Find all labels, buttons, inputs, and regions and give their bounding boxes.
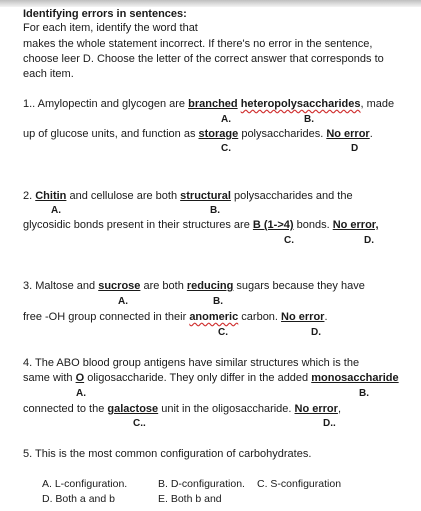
- q2-line-1: 2. Chitin and cellulose are both structural polysaccharides and the: [23, 190, 353, 202]
- q2-option-b-word: structural: [180, 190, 231, 202]
- q5-option-c: C. S-configuration: [257, 478, 342, 490]
- q4-label-c: C..: [133, 418, 146, 429]
- q2-option-a-word: Chitin: [35, 190, 67, 202]
- instructions-line-2: makes the whole statement incorrect. If there's no error in the sentence,: [23, 38, 373, 50]
- q4-line-3: connected to the galactose unit in the oligosaccharide. No error,: [23, 403, 341, 415]
- q5-option-e: E. Both b and: [158, 493, 222, 505]
- q3-line-2: free -OH group connected in their anomeric carbon. No error.: [23, 311, 328, 323]
- q3-line-1: 3. Maltose and sucrose are both reducing sugars because they have: [23, 280, 365, 292]
- instructions-line-1: For each item, identify the word that: [23, 22, 198, 34]
- q3-option-b-word: reducing: [186, 280, 234, 292]
- q3-option-d-word: No error: [281, 311, 325, 323]
- top-shadow-bar: [0, 0, 421, 7]
- q3-option-c-word: anomeric: [189, 311, 239, 323]
- q1-label-c: C.: [221, 143, 231, 154]
- q4-label-a: A.: [76, 388, 86, 399]
- q1-line-2: up of glucose units, and function as storage polysaccharides. No error.: [23, 128, 373, 140]
- q1-option-d-word: No error: [326, 128, 370, 140]
- q1-label-b: B.: [304, 114, 314, 125]
- q1-option-c-word: storage: [198, 128, 239, 140]
- q3-label-d: D.: [311, 327, 321, 338]
- q3-option-a-word: sucrose: [98, 280, 141, 292]
- q4-label-d: D..: [323, 418, 336, 429]
- q4-option-a-word: O: [75, 372, 85, 384]
- q1-option-b-word: heteropolysaccharides: [240, 98, 361, 110]
- q2-label-a: A.: [51, 205, 61, 216]
- q4-line-2: same with O oligosaccharide. They only differ in the added monosaccharide: [23, 372, 399, 384]
- q1-label-d: D: [351, 143, 359, 154]
- q2-label-b: B.: [210, 205, 220, 216]
- q5-stem: 5. This is the most common configuration of carbohydrates.: [23, 448, 312, 460]
- q2-option-d-word: No error,: [332, 219, 379, 231]
- q4-line-1: 4. The ABO blood group antigens have similar structures which is the: [23, 357, 360, 369]
- q2-line-2: glycosidic bonds present in their structures are B (1->4) bonds. No error,: [23, 219, 379, 231]
- q5-option-d: D. Both a and b: [42, 493, 115, 505]
- q4-option-d-word: No error: [294, 403, 338, 415]
- q5-option-a: A. L-configuration.: [42, 478, 128, 490]
- q1-option-a-word: branched: [188, 98, 238, 110]
- q1-line-1: 1.. Amylopectin and glycogen are branched heteropolysaccharides, made: [23, 98, 395, 110]
- q4-option-c-word: galactose: [107, 403, 159, 415]
- q2-option-c-word: B (1->4): [252, 219, 294, 231]
- q4-option-b-word: monosaccharide: [311, 372, 399, 384]
- q3-label-c: C.: [218, 327, 228, 338]
- instructions-line-4: each item.: [23, 68, 74, 80]
- q3-label-b: B.: [213, 296, 223, 307]
- q4-label-b: B.: [359, 388, 369, 399]
- q2-label-d: D.: [364, 235, 374, 246]
- page-title: Identifying errors in sentences:: [23, 8, 187, 20]
- q2-label-c: C.: [284, 235, 294, 246]
- instructions-line-3: choose leer D. Choose the letter of the correct answer that corresponds to: [23, 53, 384, 65]
- q1-label-a: A.: [221, 114, 231, 125]
- q3-label-a: A.: [118, 296, 128, 307]
- q5-option-b: B. D-configuration.: [158, 478, 245, 490]
